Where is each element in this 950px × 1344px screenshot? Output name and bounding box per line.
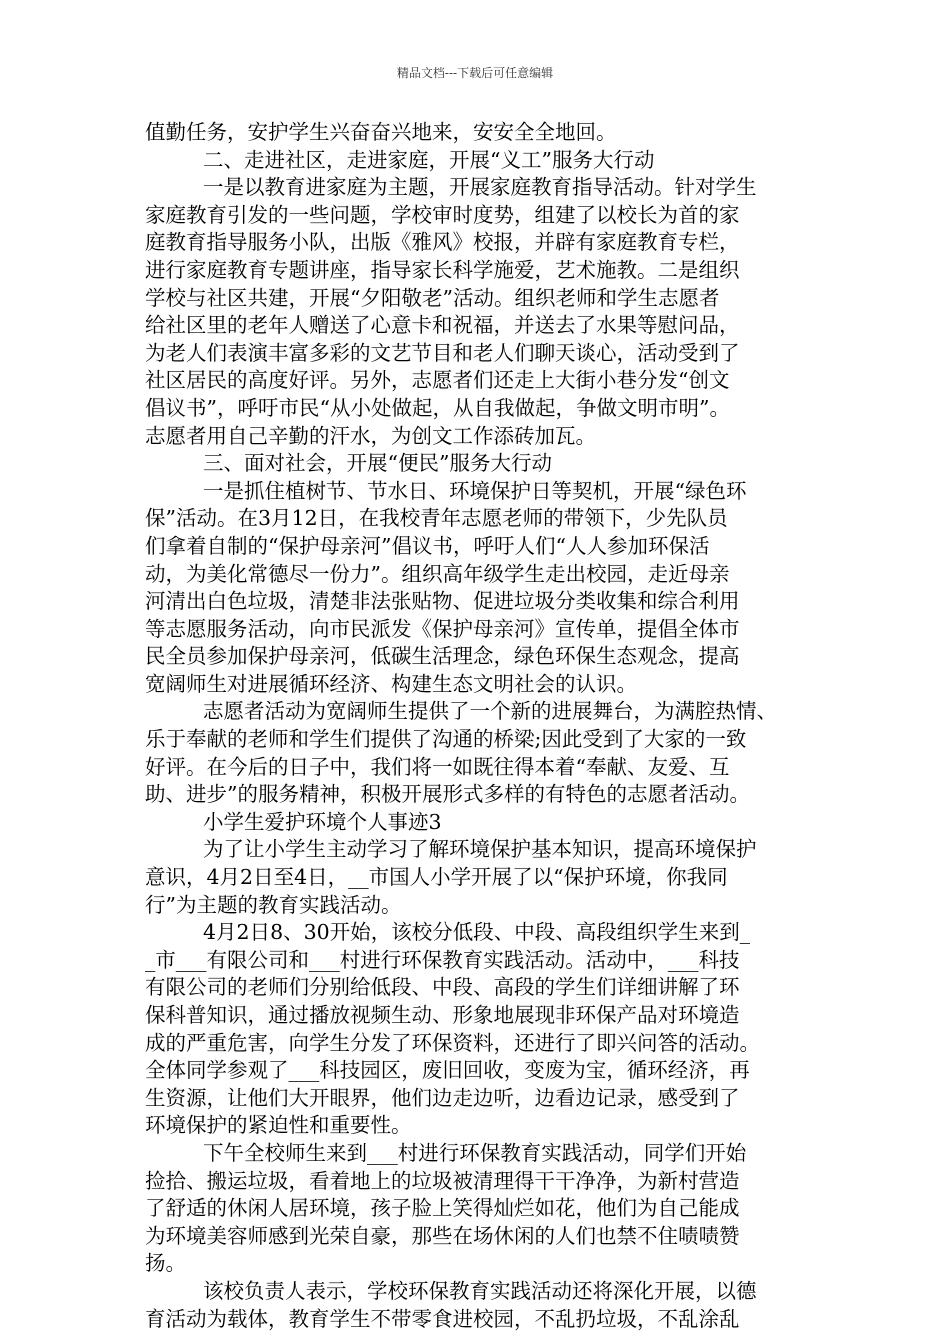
page-header: 精品文档---下载后可任意编辑 (396, 66, 554, 80)
text-line: 进行家庭教育专题讲座，指导家长科学施爱，艺术施教。二是组织 (145, 257, 740, 282)
text-line: 育活动为载体，教育学生不带零食进校园，不乱扔垃圾，不乱涂乱 (145, 1306, 740, 1331)
text-line: 4月2日8、30开始，该校分低段、中段、高段组织学生来到_ (203, 920, 750, 945)
text-line: 全体同学参观了___科技园区，废旧回收，变废为宝，循环经济，再 (145, 1058, 750, 1083)
text-line: 捡拾、搬运垃圾，看着地上的垃圾被清理得干干净净，为新村营造 (145, 1168, 740, 1193)
text-line: _市___有限公司和___村进行环保教育实践活动。活动中，___科技 (145, 947, 740, 972)
text-line: 等志愿服务活动，向市民派发《保护母亲河》宣传单，提倡全体市 (145, 616, 740, 641)
text-line: 一是抓住植树节、节水日、环境保护日等契机，开展“绿色环 (203, 478, 747, 503)
text-line: 生资源，让他们大开眼界，他们边走边听，边看边记录，感受到了 (145, 1085, 740, 1110)
text-line: 河清出白色垃圾，清楚非法张贴物、促进垃圾分类收集和综合利用 (145, 589, 740, 614)
text-line: 行”为主题的教育实践活动。 (145, 892, 402, 917)
text-line: 保”活动。在3月12日，在我校青年志愿老师的带领下，少先队员 (145, 506, 728, 531)
text-line: 一是以教育进家庭为主题，开展家庭教育指导活动。针对学生 (203, 175, 757, 200)
text-line: 为了让小学生主动学习了解环境保护基本知识，提高环境保护 (203, 837, 757, 862)
text-line: 助、进步”的服务精神，积极开展形式多样的有特色的志愿者活动。 (145, 782, 750, 807)
text-line: 志愿者活动为宽阔师生提供了一个新的进展舞台，为满腔热情、 (203, 699, 777, 724)
section-heading: 三、面对社会，开展“便民”服务大行动 (203, 451, 552, 476)
text-line: 下午全校师生来到___村进行环保教育实践活动，同学们开始 (203, 1140, 747, 1165)
text-line: 社区居民的高度好评。另外，志愿者们还走上大街小巷分发“创文 (145, 368, 730, 393)
text-line: 倡议书”，呼吁市民“从小处做起，从自我做起，争做文明市明”。 (145, 395, 730, 420)
text-line: 庭教育指导服务小队，出版《雅风》校报，并辟有家庭教育专栏， (145, 230, 740, 255)
document-body (145, 119, 835, 1333)
text-line: 为老人们表演丰富多彩的文艺节目和老人们聊天谈心，活动受到了 (145, 340, 740, 365)
text-line: 环境保护的紧迫性和重要性。 (145, 1113, 412, 1138)
text-line: 乐于奉献的老师和学生们提供了沟通的桥梁;因此受到了大家的一致 (145, 727, 747, 752)
section-heading: 小学生爱护环境个人事迹3 (203, 809, 442, 834)
text-line: 宽阔师生对进展循环经济、构建生态文明社会的认识。 (145, 671, 637, 696)
text-line: 有限公司的老师们分别给低段、中段、高段的学生们详细讲解了环 (145, 975, 740, 1000)
text-line: 为环境美容师感到光荣自豪，那些在场休闲的人们也禁不住啧啧赞 (145, 1223, 740, 1248)
text-line: 给社区里的老年人赠送了心意卡和祝福，并送去了水果等慰问品， (145, 313, 740, 338)
text-line: 扬。 (145, 1251, 186, 1276)
text-line: 了舒适的休闲人居环境，孩子脸上笑得灿烂如花，他们为自己能成 (145, 1196, 740, 1221)
text-line: 志愿者用自己辛勤的汗水，为创文工作添砖加瓦。 (145, 423, 596, 448)
text-line: 家庭教育引发的一些问题，学校审时度势，组建了以校长为首的家 (145, 202, 740, 227)
text-line: 学校与社区共建，开展“夕阳敬老”活动。组织老师和学生志愿者 (145, 285, 720, 310)
text-line: 意识，4月2日至4日，__市国人小学开展了以“保护环境，你我同 (145, 865, 728, 890)
text-line: 成的严重危害，向学生分发了环保资料，还进行了即兴问答的活动。 (145, 1030, 760, 1055)
text-line: 民全员参加保护母亲河，低碳生活理念，绿色环保生态观念，提高 (145, 644, 740, 669)
section-heading: 二、走进社区，走进家庭，开展“义工”服务大行动 (203, 147, 655, 172)
text-line: 们拿着自制的“保护母亲河”倡议书，呼吁人们“人人参加环保活 (145, 533, 710, 558)
text-line: 该校负责人表示，学校环保教育实践活动还将深化开展，以德 (203, 1278, 757, 1303)
text-line: 值勤任务，安护学生兴奋奋兴地来，安安全全地回。 (145, 120, 617, 144)
text-line: 保科普知识，通过播放视频生动、形象地展现非环保产品对环境造 (145, 1003, 740, 1027)
text-line: 好评。在今后的日子中，我们将一如既往得本着“奉献、友爱、互 (145, 754, 730, 779)
text-line: 动，为美化常德尽一份力”。组织高年级学生走出校园，走近母亲 (145, 561, 730, 586)
